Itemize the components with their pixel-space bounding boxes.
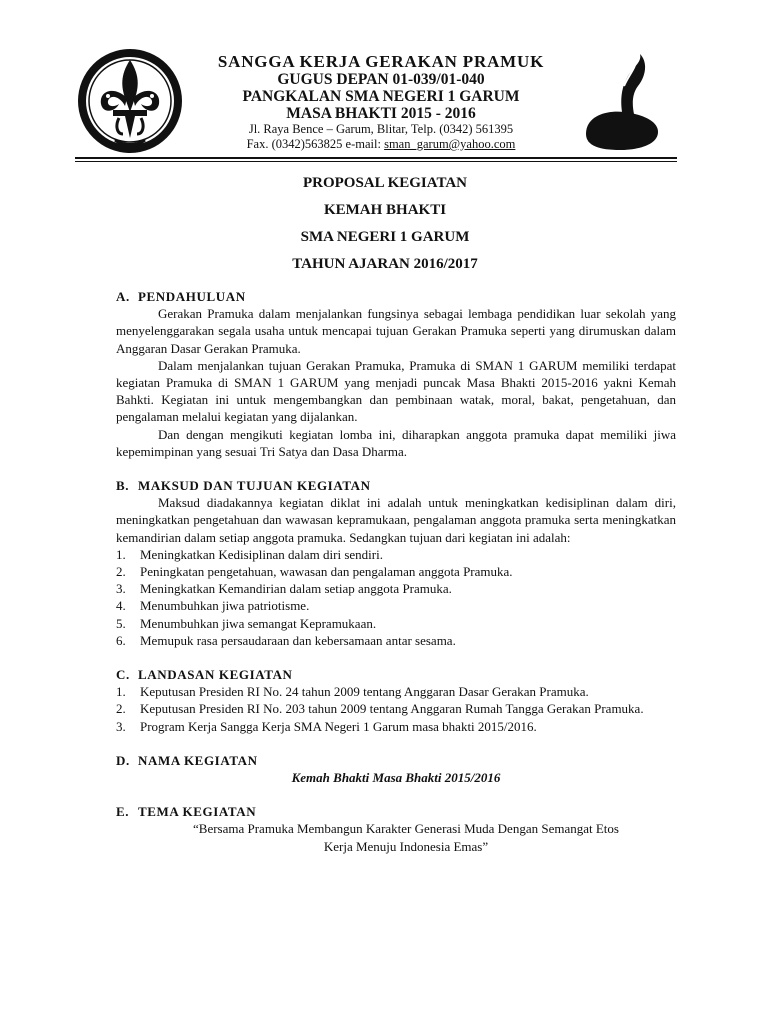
section-title: MAKSUD DAN TUJUAN KEGIATAN bbox=[138, 478, 371, 494]
masa-bhakti: MASA BHAKTI 2015 - 2016 bbox=[286, 105, 476, 122]
section-title: PENDAHULUAN bbox=[138, 289, 246, 304]
title-line-4: TAHUN AJARAN 2016/2017 bbox=[292, 256, 478, 272]
section-letter: D. bbox=[116, 752, 130, 768]
document-body bbox=[116, 288, 676, 855]
org-name: SANGGA KERJA GERAKAN PRAMUK bbox=[217, 52, 545, 71]
section-e-heading bbox=[116, 803, 676, 820]
pangkalan: PANGKALAN SMA NEGERI 1 GARUM bbox=[242, 88, 520, 105]
tunas-kelapa-icon bbox=[576, 46, 668, 166]
list-item: 1. Meningkatkan Kedisiplinan dalam diri sendiri. bbox=[116, 546, 383, 562]
list-item: 1. Keputusan Presiden RI No. 24 tahun 2009 tentang Anggaran Dasar Gerakan Pramuka. bbox=[116, 684, 589, 700]
list-item: 6. Memupuk rasa persaudaraan dan kebersamaan antar sesama. bbox=[116, 632, 456, 648]
list-item: 2. Peningkatan pengetahuan, wawasan dan pengalaman anggota Pramuka. bbox=[116, 564, 513, 580]
activity-name: Kemah Bhakti Masa Bhakti 2015/2016 bbox=[291, 770, 501, 786]
letterhead-rule-thin bbox=[75, 161, 677, 162]
section-a-heading bbox=[116, 288, 676, 305]
contact-line bbox=[185, 137, 577, 152]
list-item: 2. Keputusan Presiden RI No. 203 tahun 2009 tentang Anggaran Rumah Tangga Gerakan Pramuka. bbox=[116, 701, 644, 717]
title-line-3: SMA NEGERI 1 GARUM bbox=[300, 229, 470, 245]
section-title: TEMA KEGIATAN bbox=[138, 804, 257, 820]
section-a-paragraph-3: Dan dengan mengikuti kegiatan lomba ini, diharapkan anggota pramuka dapat memiliki jiwa kepemimpinan yang sesuai Tri Satya dan Dasa Dharma. bbox=[116, 426, 676, 459]
gugus-depan: GUGUS DEPAN 01-039/01-040 bbox=[277, 71, 485, 88]
email-link[interactable]: sman_garum@yahoo.com bbox=[384, 137, 516, 151]
activity-theme-line-1: “Bersama Pramuka Membangun Karakter Generasi Muda Dengan Semangat Etos bbox=[193, 821, 619, 837]
fax-label: Fax. (0342)563825 e-mail: bbox=[246, 137, 385, 151]
section-a-paragraph-1: Gerakan Pramuka dalam menjalankan fungsinya sebagai lembaga pendidikan luar sekolah yang menyelenggarakan segala usaha untuk mencapai tujuan Gerakan Pramuka seperti yang dirumuskan dalam Anggaran Dasar Gerakan Pramuka. bbox=[116, 306, 676, 356]
section-c-list bbox=[116, 683, 676, 735]
section-letter: E. bbox=[116, 804, 130, 820]
list-item: 4. Menumbuhkan jiwa patriotisme. bbox=[116, 598, 310, 614]
section-letter: B. bbox=[116, 478, 130, 494]
section-d-heading bbox=[116, 752, 676, 769]
title-line-1: PROPOSAL KEGIATAN bbox=[302, 175, 468, 191]
section-title: NAMA KEGIATAN bbox=[138, 752, 258, 768]
title-line-2: KEMAH BHAKTI bbox=[323, 202, 447, 218]
list-item: 3. Meningkatkan Kemandirian dalam setiap anggota Pramuka. bbox=[116, 581, 452, 597]
letterhead-rule-thick bbox=[75, 157, 677, 159]
section-a-paragraph-2: Dalam menjalankan tujuan Gerakan Pramuka, Pramuka di SMAN 1 GARUM memiliki terdapat kegiatan Pramuka di SMAN 1 GARUM yang menjadi puncak Masa Bhakti 2015-2016 yakni Kemah Bahkti. Kegiatan ini untuk mengembangkan dan pembinaan watak, moral, bakat, pengetahuan, dan pengalaman melalui kegiatan yang dijalankan. bbox=[116, 357, 676, 425]
section-b-list bbox=[116, 546, 676, 649]
activity-theme-line-2: Kerja Menuju Indonesia Emas” bbox=[323, 838, 489, 854]
proposal-title bbox=[110, 170, 660, 278]
section-letter: C. bbox=[116, 667, 130, 683]
section-b-heading bbox=[116, 477, 676, 494]
list-item: 5. Menumbuhkan jiwa semangat Kepramukaan. bbox=[116, 615, 377, 631]
address-line: Jl. Raya Bence – Garum, Blitar, Telp. (0342) 561395 bbox=[248, 122, 514, 136]
section-c-heading bbox=[116, 666, 676, 683]
letterhead bbox=[185, 52, 577, 152]
section-b-paragraph-1: Maksud diadakannya kegiatan diklat ini adalah untuk meningkatkan kedisiplinan dalam diri, meningkatkan pengetahuan dan wawasan kepramukaan, pengalaman anggota pramuka serta meningkatkan kemandirian dalam setiap anggota pramuka. Sedangkan tujuan dari kegiatan ini adalah: bbox=[116, 495, 676, 545]
list-item: 3. Program Kerja Sangga Kerja SMA Negeri 1 Garum masa bhakti 2015/2016. bbox=[116, 718, 537, 734]
section-letter: A. bbox=[116, 289, 130, 304]
section-title: LANDASAN KEGIATAN bbox=[138, 667, 293, 683]
pramuka-fleur-de-lis-icon bbox=[75, 46, 185, 156]
